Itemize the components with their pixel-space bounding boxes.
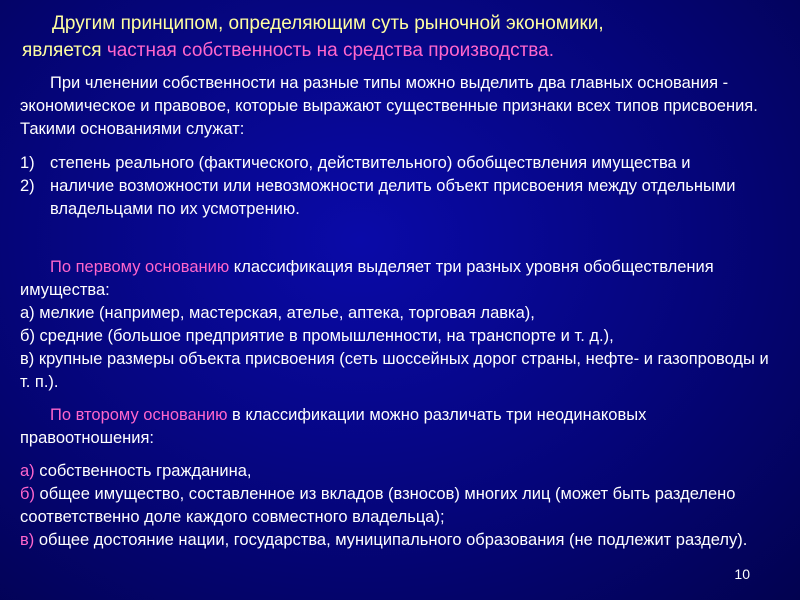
list-item-text: общее достояние нации, государства, муниципального образования (не подлежит разделу). — [34, 531, 748, 549]
list-item-letter: б) — [20, 485, 35, 503]
title-line-1-text: Другим принципом, определяющим суть рыночной экономики, — [52, 13, 604, 34]
second-basis-intro — [20, 404, 780, 450]
second-basis-text: в классификации можно различать три неодинаковых правоотношения: — [20, 406, 647, 447]
list-item — [20, 483, 780, 529]
slide-title — [22, 10, 782, 64]
second-basis-list — [20, 460, 780, 552]
intro-paragraph — [20, 72, 780, 141]
list-item-text: собственность гражданина, — [34, 462, 252, 480]
first-basis-section — [20, 256, 780, 394]
list-item: а) мелкие (например, мастерская, ателье, аптека, торговая лавка), — [20, 304, 535, 322]
list-item-number: 1) — [20, 154, 35, 172]
list-item: б) средние (большое предприятие в промышленности, на транспорте и т. д.), — [20, 327, 614, 345]
title-line-1 — [22, 10, 782, 37]
first-basis-text: классификация выделяет три разных уровня обобществления имущества: — [20, 258, 714, 299]
list-item — [20, 460, 780, 483]
list-item-letter: а) — [20, 462, 35, 480]
list-item-letter: в) — [20, 531, 35, 549]
list-item: в) крупные размеры объекта присвоения (сеть шоссейных дорог страны, нефте- и газопроводы и т. п.). — [20, 350, 769, 391]
intro-text: При членении собственности на разные типы можно выделить два главных основания - экономическое и правовое, которые выражают существенные признаки всех типов присвоения. Такими основаниями служат: — [20, 74, 758, 138]
list-item-text: степень реального (фактического, действительного) обобществления имущества и — [50, 154, 691, 172]
list-item-number: 2) — [20, 177, 35, 195]
title-line-2 — [22, 37, 782, 64]
first-basis-accent: По первому основанию — [50, 258, 230, 276]
title-accent-text: частная собственность на средства производства. — [106, 40, 555, 61]
list-item — [20, 529, 780, 552]
second-basis-accent: По второму основанию — [50, 406, 228, 424]
list-item-text: общее имущество, составленное из вкладов (взносов) многих лиц (может быть разделено соответственно доле каждого совместного владельца); — [20, 485, 736, 526]
title-line-2-prefix: является — [22, 40, 107, 61]
list-item-text: наличие возможности или невозможности делить объект присвоения между отдельными владельцами по их усмотрению. — [50, 177, 736, 218]
page-number: 10 — [734, 566, 750, 582]
list-item — [20, 175, 780, 221]
first-basis-intro — [20, 256, 780, 302]
second-basis-section — [20, 404, 780, 450]
list-item — [20, 152, 780, 175]
bases-list — [20, 152, 780, 221]
